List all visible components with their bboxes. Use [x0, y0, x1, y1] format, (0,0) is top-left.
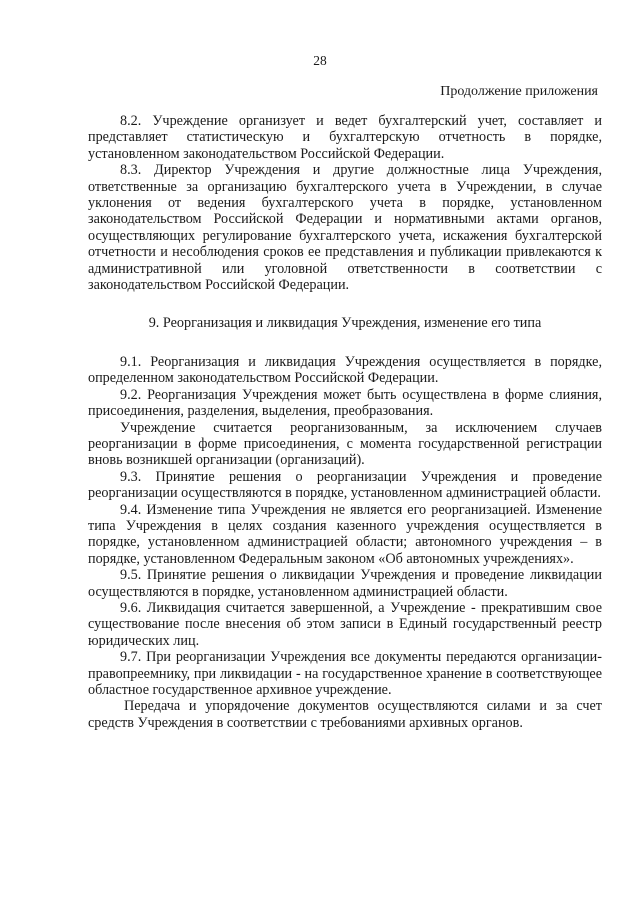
continuation-note: Продолжение приложения	[440, 84, 598, 99]
paragraph-9-1: 9.1. Реорганизация и ликвидация Учреждения осуществляется в порядке, определенном законодательством Российской Федерации.	[88, 353, 602, 387]
paragraph-9-2: 9.2. Реорганизация Учреждения может быть осуществлена в форме слияния, присоединения, разделения, выделения, преобразования.	[88, 386, 602, 420]
document-body	[88, 113, 602, 731]
paragraph-9-5: 9.5. Принятие решения о ликвидации Учреждения и проведение ликвидации осуществляются в порядке, установленном администрацией области.	[88, 567, 602, 600]
paragraph-9-4: 9.4. Изменение типа Учреждения не является его реорганизацией. Изменение типа Учреждения в целях создания казенного учреждения осуществляется в порядке, установленном администрацией области; автономного учреждения – в порядке, установленном Федеральным законом «Об автономных учреждениях».	[88, 501, 602, 567]
paragraph-8-2: 8.2. Учреждение организует и ведет бухгалтерский учет, составляет и представляет статистическую и бухгалтерскую отчетность в порядке, установленном законодательством Российской Федерации.	[88, 113, 602, 162]
paragraph-9-3: 9.3. Принятие решения о реорганизации Учреждения и проведение реорганизации осуществляются в порядке, установленном администрацией области.	[88, 468, 602, 502]
paragraph-9-6: 9.6. Ликвидация считается завершенной, а Учреждение - прекратившим свое существование после внесения об этом записи в Единый государственный реестр юридических лиц.	[88, 599, 602, 649]
section-9-heading: 9. Реорганизация и ликвидация Учреждения, изменение его типа	[148, 315, 542, 332]
paragraph-9-2-continued: Учреждение считается реорганизованным, за исключением случаев реорганизации в форме присоединения, с момента государственной регистрации вновь возникшей организации (организаций).	[88, 419, 602, 469]
paragraph-9-7-continued: Передача и упорядочение документов осуществляются силами и за счет средств Учреждения в соответствии с требованиями архивных органов.	[88, 698, 602, 731]
page-number: 28	[313, 53, 327, 68]
paragraph-8-3: 8.3. Директор Учреждения и другие должностные лица Учреждения, ответственные за организацию бухгалтерского учета в Учреждении, в случае уклонения от ведения бухгалтерского учета в порядке, установленном законодательством Российской Федерации и нормативными актами органов, осуществляющих регулирование бухгалтерского учета, искажения бухгалтерской отчетности и несоблюдения сроков ее представления и публикации привлекаются к административной или уголовной ответственности в соответствии с законодательством Российской Федерации.	[88, 162, 602, 294]
paragraph-9-7: 9.7. При реорганизации Учреждения все документы передаются организации-правопреемнику, при ликвидации - на государственное хранение в соответствующее областное государственное архивное учреждение.	[88, 649, 602, 698]
